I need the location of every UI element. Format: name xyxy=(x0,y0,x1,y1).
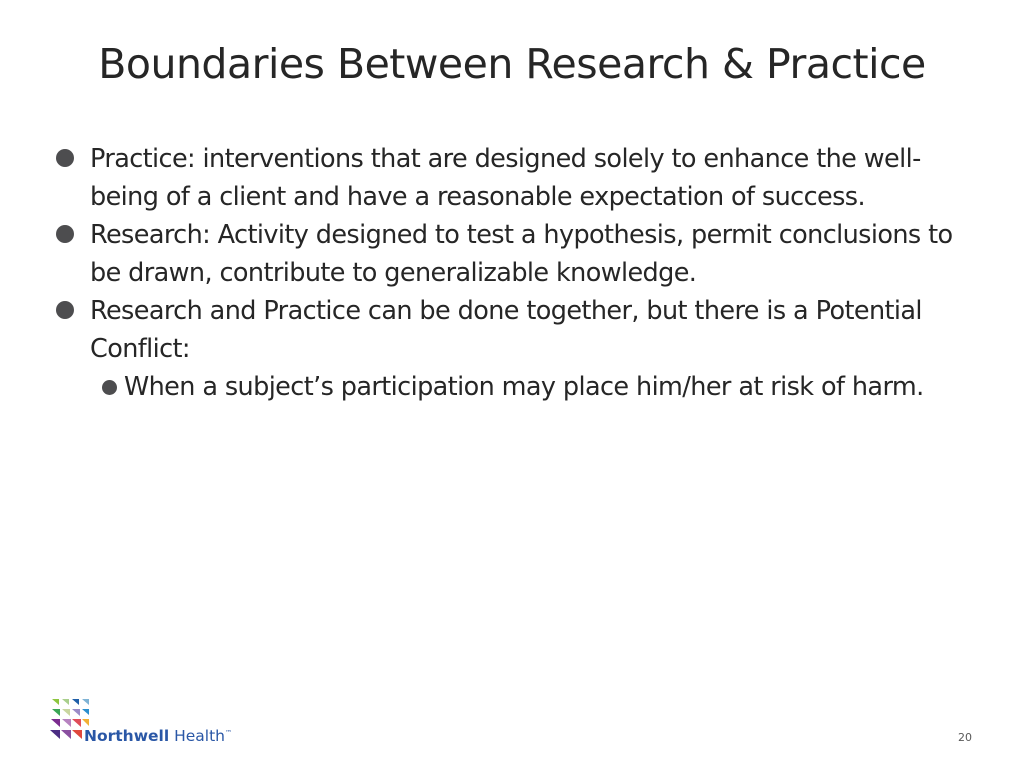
bullet-list xyxy=(56,140,976,406)
slide-title: Boundaries Between Research & Practice xyxy=(98,40,926,88)
bullet-text: Research: Activity designed to test a hypothesis, permit conclusions to be drawn, contribute to generalizable knowledge. xyxy=(90,220,953,288)
bullet-dot-icon xyxy=(56,225,74,243)
logo-brand-bold: Northwell xyxy=(84,727,170,745)
logo-wordmark xyxy=(84,727,232,745)
bullet-research xyxy=(56,216,976,292)
bullet-dot-icon xyxy=(56,301,74,319)
bullet-practice xyxy=(56,140,976,216)
page-number: 20 xyxy=(958,731,972,744)
bullet-text: Research and Practice can be done together, but there is a Potential Conflict: xyxy=(90,296,922,364)
logo-trademark: ™ xyxy=(225,728,232,737)
bullet-conflict xyxy=(56,292,976,368)
bullet-dot-icon xyxy=(56,149,74,167)
bullet-text: Practice: interventions that are designed solely to enhance the well-being of a client and have a reasonable expectation of success. xyxy=(90,144,921,212)
sub-bullet-dot-icon xyxy=(102,380,117,395)
sub-bullet-risk xyxy=(92,368,976,406)
logo-brand-regular: Health xyxy=(169,727,225,745)
sub-bullet-text: When a subject’s participation may place him/her at risk of harm. xyxy=(124,372,924,402)
northwell-health-logo xyxy=(50,697,250,747)
